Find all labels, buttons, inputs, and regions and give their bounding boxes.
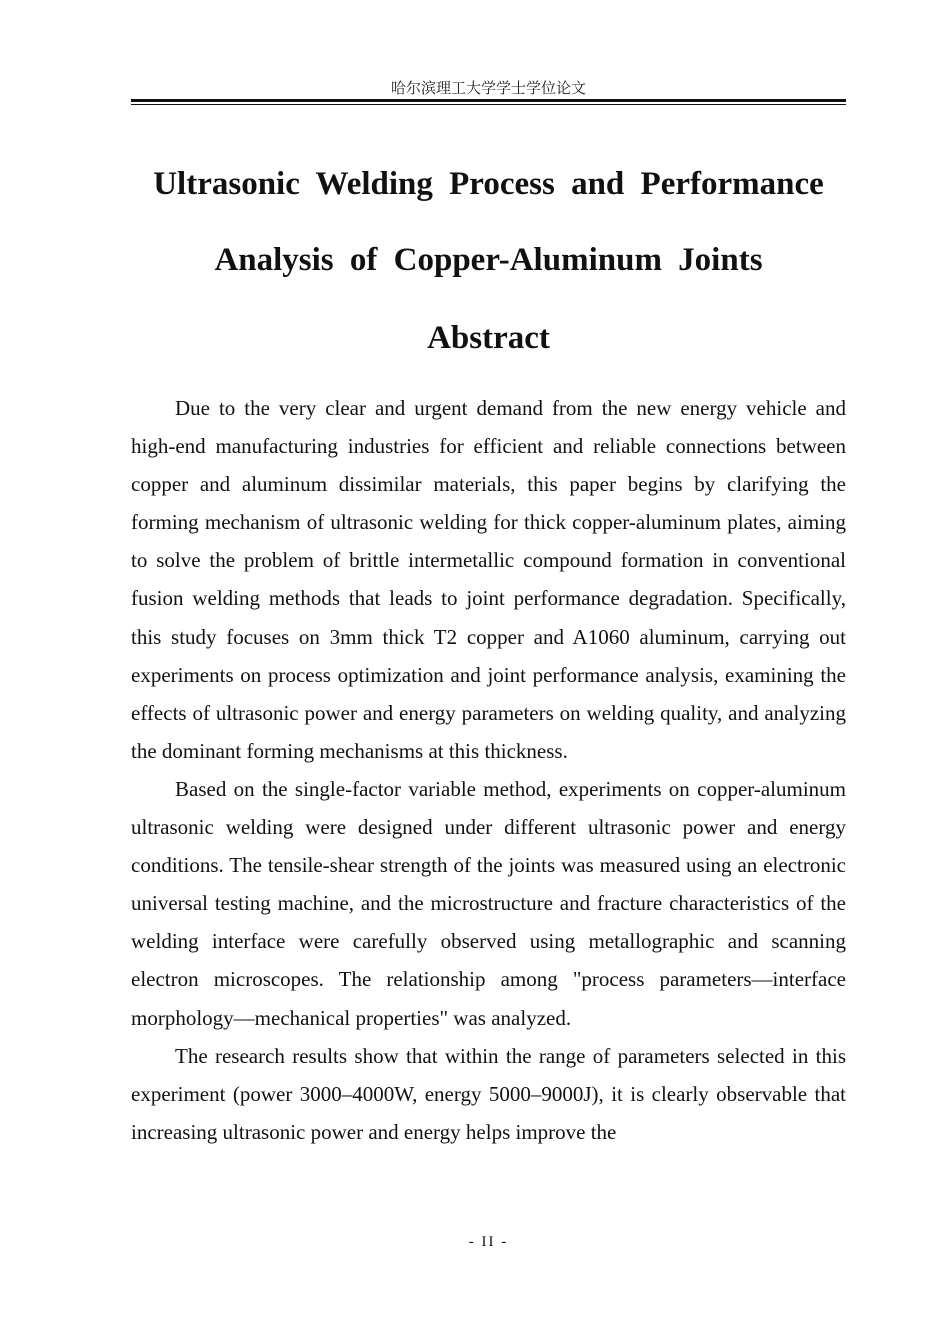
abstract-body — [131, 389, 846, 1151]
abstract-paragraph-1: Due to the very clear and urgent demand from the new energy vehicle and high-end manufacturing industries for efficient and reliable connections between copper and aluminum dissimilar materials, this paper begins by clarifying the forming mechanism of ultrasonic welding for thick copper-aluminum plates, aiming to solve the problem of brittle intermetallic compound formation in conventional fusion welding methods that leads to joint performance degradation. Specifically, this study focuses on 3mm thick T2 copper and A1060 aluminum, carrying out experiments on process optimization and joint performance analysis, examining the effects of ultrasonic power and energy parameters on welding quality, and analyzing the dominant forming mechanisms at this thickness. — [131, 396, 846, 763]
header-rule-thin — [131, 104, 846, 105]
page-number: - II - — [468, 1234, 509, 1250]
thesis-title — [131, 146, 846, 298]
abstract-paragraph-2: Based on the single-factor variable method, experiments on copper-aluminum ultrasonic welding were designed under different ultrasonic power and energy conditions. The tensile-shear strength of the joints was measured using an electronic universal testing machine, and the microstructure and fracture characteristics of the welding interface were carefully observed using metallographic and scanning electron microscopes. The relationship among "process parameters—interface morphology—mechanical properties" was analyzed. — [131, 776, 846, 1030]
title-line-1: Ultrasonic Welding Process and Performance — [153, 166, 824, 202]
abstract-heading: Abstract — [427, 320, 550, 356]
abstract-paragraph-3: The research results show that within the range of parameters selected in this experiment (power 3000–4000W, energy 5000–9000J), it is clearly observable that increasing ultrasonic power and energy helps improve the — [131, 1043, 846, 1144]
header-rule-thick — [131, 99, 846, 102]
title-line-2: Analysis of Copper-Aluminum Joints — [214, 242, 763, 278]
running-header: 哈尔滨理工大学学士学位论文 — [390, 79, 586, 97]
